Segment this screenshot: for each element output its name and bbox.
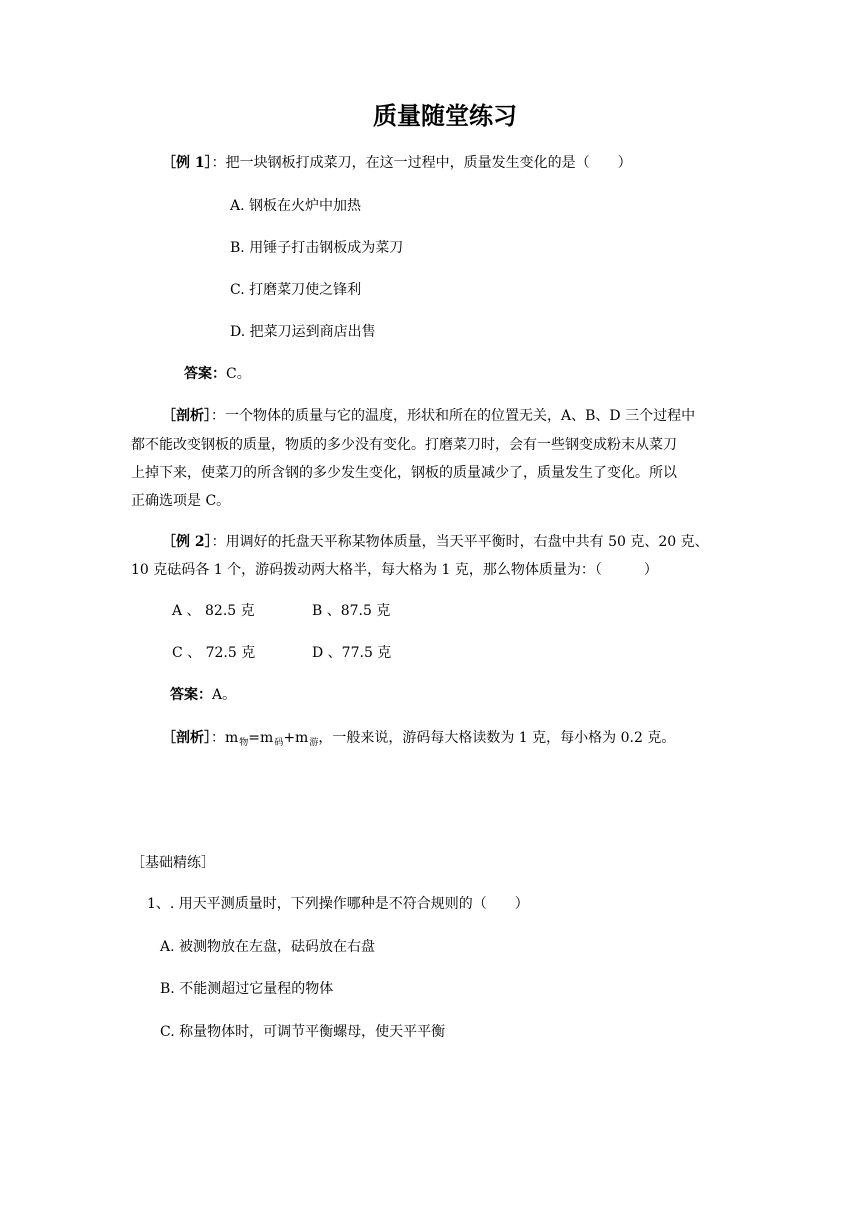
example2-question-line-1 (162, 535, 709, 549)
example2-option-a: A 、 82.5 克 (172, 603, 255, 619)
example2-analysis-label: ［剖析］ (162, 730, 211, 746)
example1-answer-label: 答案： (184, 366, 226, 382)
analysis-colon: ： (211, 730, 225, 746)
example1-question-text: ：把一块钢板打成菜刀，在这一过程中，质量发生变化的是（ ） (211, 155, 632, 171)
example2-option-c: C 、 72.5 克 (172, 645, 256, 661)
example1-answer (184, 367, 251, 381)
basic-q1-option-b: B. 不能测超过它量程的物体 (160, 981, 334, 997)
example2-question-line-2: 10 克砝码各 1 个，游码拨动两大格半，每大格为 1 克，那么物体质量为：（ ） (131, 562, 658, 578)
example2-question-text-1: ：用调好的托盘天平称某物体质量，当天平平衡时，右盘中共有 50 克、20 克、 (211, 534, 709, 550)
formula (225, 730, 318, 746)
example1-answer-value: C。 (226, 366, 251, 382)
example1-question (162, 156, 632, 170)
example1-analysis-line-1 (162, 409, 695, 423)
example2-label: ［例 2］ (162, 534, 212, 550)
basic-q1-option-c: C. 称量物体时，可调节平衡螺母，使天平平衡 (160, 1024, 446, 1040)
example2-answer-label: 答案： (170, 687, 212, 703)
basic-question-1: 1、. 用天平测质量时，下列操作哪种是不符合规则的（ ） (147, 896, 529, 912)
example2-option-b: B 、87.5 克 (312, 603, 391, 619)
basic-heading: ［基础精练］ (131, 855, 215, 871)
example2-analysis (162, 730, 676, 748)
example1-analysis-line-4: 正确选项是 C。 (131, 493, 231, 509)
example1-option-a: A. 钢板在火炉中加热 (230, 198, 362, 214)
example2-answer-value: A。 (212, 687, 237, 703)
example1-option-c: C. 打磨菜刀使之锋利 (230, 282, 362, 298)
formula-eq: =m (248, 730, 274, 746)
example1-option-b: B. 用锤子打击钢板成为菜刀 (230, 240, 404, 256)
formula-sub-object: 物 (239, 738, 249, 748)
formula-sub-weights: 码 (274, 738, 284, 748)
formula-sub-rider: 游 (309, 738, 319, 748)
example2-answer (170, 688, 236, 702)
example1-analysis-line-2: 都不能改变钢板的质量，物质的多少没有变化。打磨菜刀时，会有一些钢变成粉末从菜刀 (131, 437, 677, 453)
example1-analysis-label: ［剖析］ (162, 408, 211, 424)
page-title: 质量随堂练习 (373, 101, 517, 130)
formula-plus: +m (283, 730, 309, 746)
example1-label: ［例 1］ (162, 155, 212, 171)
formula-m: m (225, 730, 239, 746)
example2-analysis-tail: ，一般来说，游码每大格读数为 1 克，每小格为 0.2 克。 (318, 730, 676, 746)
basic-q1-option-a: A. 被测物放在左盘，砝码放在右盘 (160, 939, 376, 955)
example1-option-d: D. 把菜刀运到商店出售 (230, 324, 376, 340)
example1-analysis-text-1: ：一个物体的质量与它的温度，形状和所在的位置无关，A、B、D 三个过程中 (211, 408, 696, 424)
example2-option-d: D 、77.5 克 (312, 645, 392, 661)
example1-analysis-line-3: 上掉下来，使菜刀的所含钢的多少发生变化，钢板的质量减少了，质量发生了变化。所以 (131, 465, 677, 481)
